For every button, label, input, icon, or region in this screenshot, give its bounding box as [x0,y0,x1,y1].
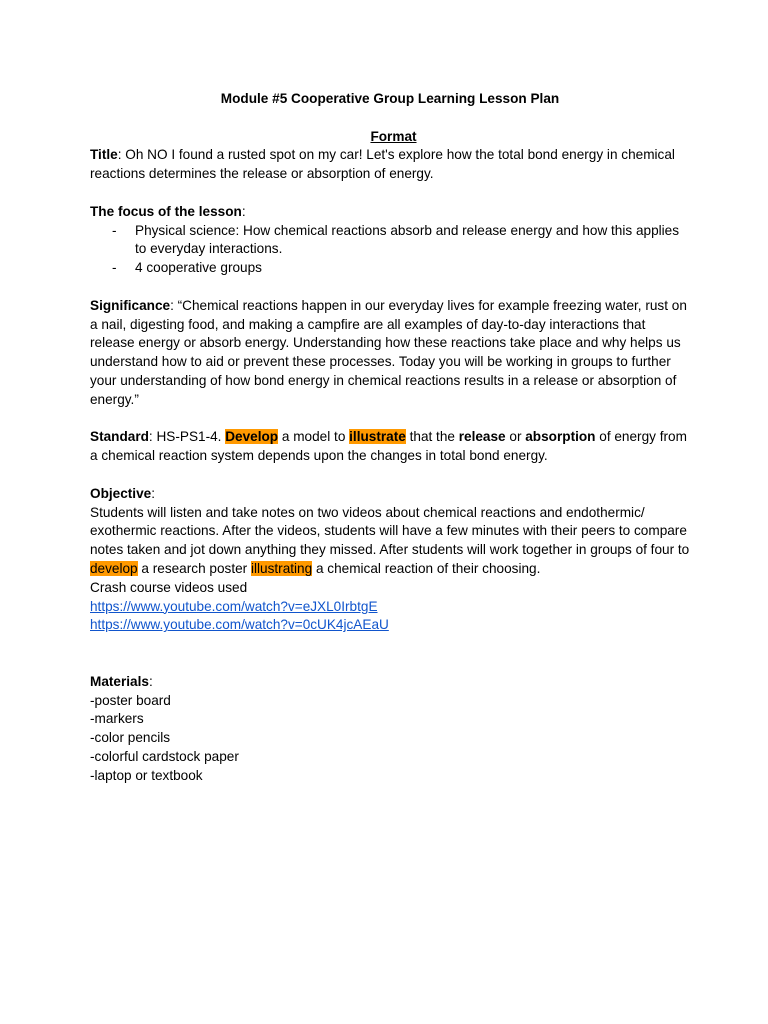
title-label: Title [90,147,118,163]
title-text: : Oh NO I found a rusted spot on my car! Let's explore how the total bond energy in chemical reactions determines the release or absorption of energy. [90,147,675,182]
standard-label: Standard [90,429,149,445]
list-item: -laptop or textbook [90,767,203,783]
list-item: - 4 cooperative groups [90,259,690,278]
video-link[interactable]: https://www.youtube.com/watch?v=0cUK4jcAEaU [90,617,389,633]
videos-note: Crash course videos used [90,579,248,595]
standard-paragraph: Standard: HS-PS1-4. Develop a model to illustrate that the release or absorption of energy from a chemical reaction system depends upon the changes in total bond energy. [90,429,687,464]
highlight-illustrate: illustrate [349,429,406,445]
document-title: Module #5 Cooperative Group Learning Lesson Plan [220,91,560,106]
focus-label: The focus of the lesson [90,203,242,219]
bullet-dash: - [112,222,117,238]
video-link[interactable]: https://www.youtube.com/watch?v=eJXL0IrbtgE [90,598,378,614]
materials-list [90,692,690,786]
list-item: -color pencils [90,730,171,746]
highlight-illustrating: illustrating [250,560,313,576]
significance-label: Significance [90,297,171,313]
title-paragraph [90,146,690,184]
objective-label: Objective [90,485,152,501]
document-page [90,90,690,785]
materials-heading: Materials: [90,673,153,689]
focus-heading: The focus of the lesson: [90,203,246,219]
format-heading: Format [370,128,417,144]
objective-heading: Objective: [90,485,155,501]
significance-text: : “Chemical reactions happen in our everyday lives for example freezing water, rust on a nail, digesting food, and making a campfire are all examples of day-to-day interactions that release energy or absorb energy. Understanding how these reactions take place and why helps us understand how to aid or prevent these processes. Today you will be working in groups to further your understanding of how bond energy in chemical reactions results in a release or absorption of energy.” [90,297,687,407]
list-item: -poster board [90,692,171,708]
highlight-develop: Develop [225,429,279,445]
significance-paragraph [90,297,690,410]
bold-absorption: absorption [525,429,596,445]
materials-label: Materials [90,673,149,689]
bold-release: release [458,429,506,445]
focus-list [90,222,690,278]
highlight-develop: develop [90,560,138,576]
bullet-dash: - [112,260,117,276]
list-item: -markers [90,711,144,727]
objective-paragraph: Students will listen and take notes on two videos about chemical reactions and endothermic/ exothermic reactions. After the videos, students will have a few minutes with their peers to compare notes taken and jot down anything they missed. After students will work together in groups of four to develop a research poster illustrating a chemical reaction of their choosing. [90,504,690,576]
list-item: -colorful cardstock paper [90,748,239,764]
list-item: - Physical science: How chemical reactions absorb and release energy and how this applies to everyday interactions. [112,222,680,257]
